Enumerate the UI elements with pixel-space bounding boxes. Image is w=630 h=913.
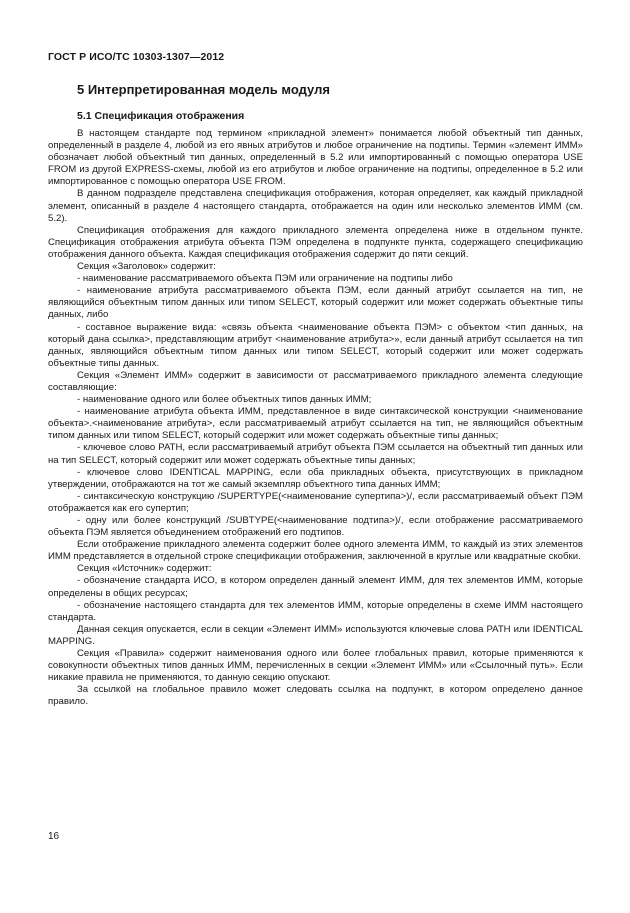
list-item: - наименование атрибута объекта ИММ, представленное в виде синтаксической конструкции <наименование объекта>.<наименование атрибута>, если рассматриваемый атрибут ссылается на тип, не являющийся объектным типом данных или типом SELECT, который содержит или может содержать объектные типы данных;	[48, 406, 583, 442]
subsection-title: 5.1 Спецификация отображения	[77, 110, 245, 122]
paragraph: Секция «Элемент ИММ» содержит в зависимости от рассматриваемого прикладного элемента следующие составляющие:	[48, 369, 583, 393]
paragraph: В данном подразделе представлена спецификация отображения, которая определяет, как каждый прикладной элемент, описанный в разделе 4 настоящего стандарта, отображается на один или несколько элементов ИММ (см. 5.2).	[48, 188, 583, 224]
list-item: - ключевое слово IDENTICAL MAPPING, если оба прикладных объекта, присутствующих в прикладном утверждении, отображаются на тот же самый экземпляр объектного типа данных ИММ;	[48, 466, 583, 490]
list-item: - наименование атрибута рассматриваемого объекта ПЭМ, если данный атрибут ссылается на тип, не являющийся объектным типом данных или типом SELECT, который содержит или может содержать объектные типы данных, либо	[48, 285, 583, 321]
paragraph: В настоящем стандарте под термином «прикладной элемент» понимается любой объектный тип данных, определенный в разделе 4, любой из его явных атрибутов и любое ограничение на подтипы. Термин «элемент ИММ» обозначает любой объектный тип данных, определенный в 5.2 или импортированный с помощью оператора USE FROM из другой EXPRESS-схемы, любой из его атрибутов и любое ограничение на подтипы, определенное в 5.2 или импортированное с помощью оператора USE FROM.	[48, 128, 583, 188]
list-item: - обозначение стандарта ИСО, в котором определен данный элемент ИММ, для тех элементов ИММ, которые определены в общих ресурсах;	[48, 575, 583, 599]
paragraph: Спецификация отображения для каждого прикладного элемента определена ниже в отдельном пункте. Спецификация отображения атрибута объекта ПЭМ определена в подпункте пункта, содержащего спецификацию отображения данного объекта. Каждая спецификация отображения содержит до пяти секций.	[48, 224, 583, 260]
list-item: - одну или более конструкций /SUBTYPE(<наименование подтипа>)/, если отображение рассматриваемого объекта ПЭМ является объединением отображений его подтипов.	[48, 515, 583, 539]
paragraph: Секция «Источник» содержит:	[77, 563, 212, 575]
paragraph: Данная секция опускается, если в секции «Элемент ИММ» используются ключевые слова PATH или IDENTICAL MAPPING.	[48, 623, 583, 647]
page-number: 16	[48, 831, 60, 842]
paragraph: Если отображение прикладного элемента содержит более одного элемента ИММ, то каждый из этих элементов ИММ представляется в отдельной строке спецификации отображения, заключенной в круглые или квадратные скобки.	[48, 539, 583, 563]
list-item: - обозначение настоящего стандарта для тех элементов ИММ, которые определены в схеме ИММ настоящего стандарта.	[48, 599, 583, 623]
list-item: - наименование одного или более объектных типов данных ИММ;	[77, 394, 372, 406]
section-title: 5 Интерпретированная модель модуля	[77, 82, 330, 97]
list-item: - наименование рассматриваемого объекта ПЭМ или ограничение на подтипы либо	[77, 273, 453, 285]
list-item: - синтаксическую конструкцию /SUPERTYPE(<наименование супертипа>)/, если рассматриваемый объект ПЭМ отображается как его супертип;	[48, 490, 583, 514]
running-header: ГОСТ Р ИСО/ТС 10303-1307—2012	[48, 51, 225, 63]
paragraph: Секция «Правила» содержит наименования одного или более глобальных правил, которые применяются к совокупности объектных типов данных ИММ, перечисленных в секции «Элемент ИММ» или «Ссылочный путь». Если никакие правила не применяются, то данную секцию опускают.	[48, 648, 583, 684]
paragraph: За ссылкой на глобальное правило может следовать ссылка на подпункт, в котором определено данное правило.	[48, 684, 583, 708]
list-item: - ключевое слово PATH, если рассматриваемый атрибут объекта ПЭМ ссылается на объектный тип данных или на тип SELECT, который содержит или может содержать объектные типы данных;	[48, 442, 583, 466]
body-text	[48, 128, 583, 709]
paragraph: Секция «Заголовок» содержит:	[77, 261, 216, 273]
list-item: - составное выражение вида: «связь объекта <наименование объекта ПЭМ> с объектом <тип данных, на который дана ссылка>, представляющим атрибут <наименование атрибута>», если данный атрибут ссылается на тип данных, являющийся объектным типом данных или типом SELECT, который содержит или может содержать объектные типы данных.	[48, 321, 583, 369]
